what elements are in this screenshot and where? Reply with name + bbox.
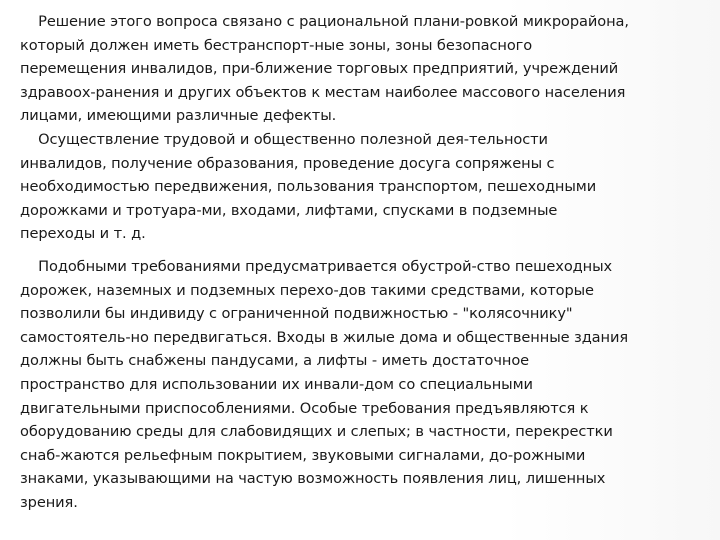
text-line: самостоятель-но передвигаться. Входы в жилые дома и общественные здания	[20, 328, 629, 346]
text-line: снаб-жаются рельефным покрытием, звуковыми сигналами, до-рожными	[20, 446, 586, 464]
paragraph-requirements	[20, 255, 718, 515]
text-line: Решение этого вопроса связано с рациональной плани-ровкой микрорайона,	[20, 13, 629, 30]
text-line: дорожек, наземных и подземных перехо-дов такими средствами, которые	[20, 281, 594, 299]
text-line: Подобными требованиями предусматривается обустрой-ство пешеходных	[20, 258, 613, 275]
text-line: необходимостью передвижения, пользования транспортом, пешеходными	[20, 178, 597, 196]
text-line: оборудованию среды для слабовидящих и слепых; в частности, перекрестки	[20, 423, 613, 441]
text-line: должны быть снабжены пандусами, а лифты - иметь достаточное	[20, 352, 530, 370]
text-line: пространство для использовании их инвали-дом со специальными	[20, 375, 533, 393]
text-line: переходы и т. д.	[20, 225, 146, 243]
text-line: двигательными приспособлениями. Особые требования предъявляются к	[20, 399, 589, 417]
text-line: перемещения инвалидов, при-ближение торговых предприятий, учреждений	[20, 60, 619, 78]
paragraph-mobility	[20, 128, 718, 246]
text-line: который должен иметь бестранспорт-ные зоны, зоны безопасного	[20, 36, 533, 54]
text-line: знаками, указывающими на частую возможность появления лиц, лишенных	[20, 470, 606, 488]
text-line: дорожками и тротуара-ми, входами, лифтами, спусками в подземные	[20, 201, 558, 219]
paragraph-planning	[20, 10, 718, 128]
text-line: позволили бы индивиду с ограниченной подвижностью - "колясочнику"	[20, 305, 573, 323]
text-line: инвалидов, получение образования, проведение досуга сопряжены с	[20, 154, 555, 172]
text-line: зрения.	[20, 493, 78, 511]
text-line: здравоох-ранения и других объектов к местам наиболее массового населения	[20, 83, 626, 101]
text-line: лицами, имеющими различные дефекты.	[20, 107, 337, 125]
text-line: Осуществление трудовой и общественно полезной дея-тельности	[20, 131, 548, 148]
